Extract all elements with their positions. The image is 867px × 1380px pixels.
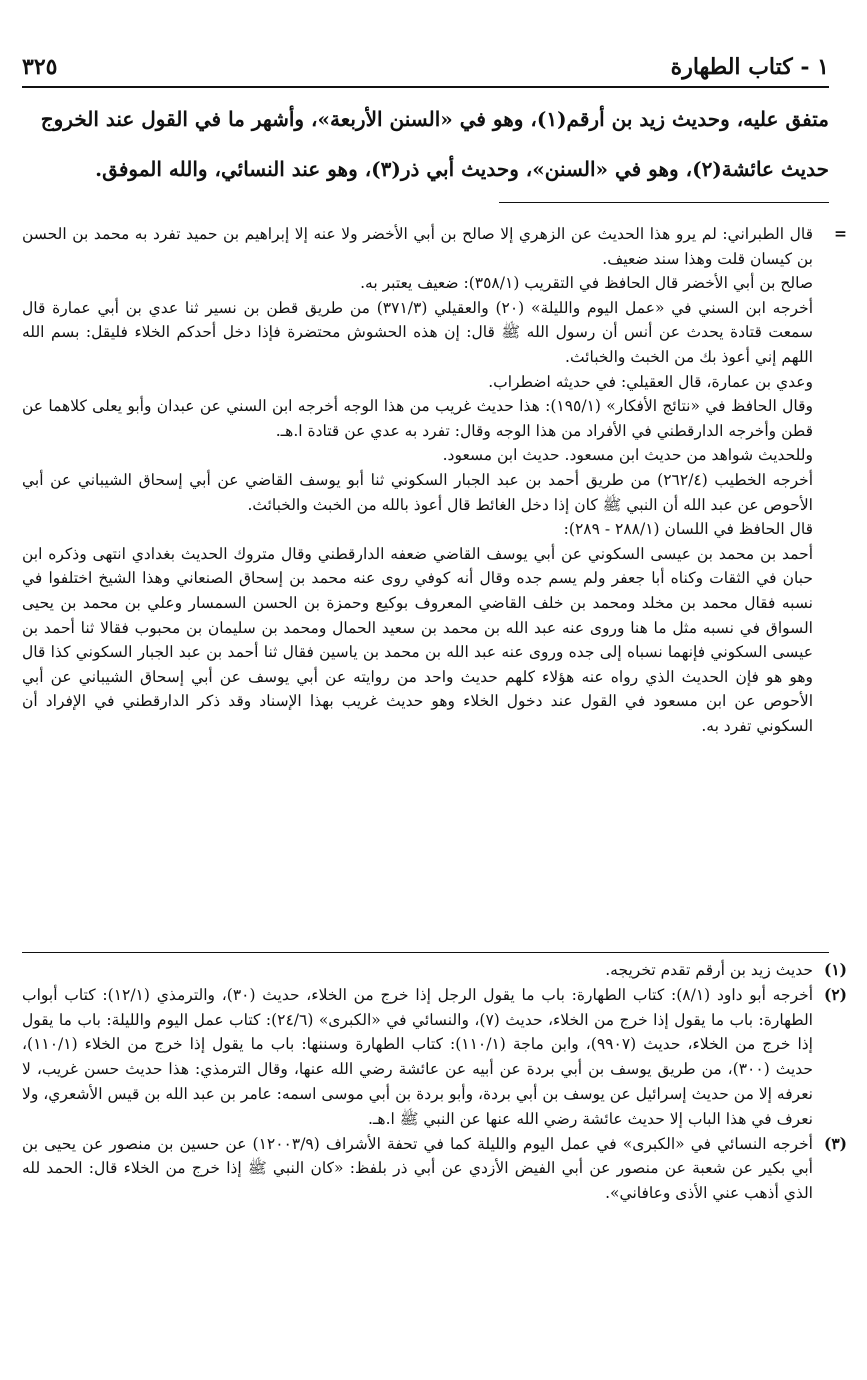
running-header <box>22 40 829 88</box>
main-text-line-2: حديث عائشة(٢)، وهو في «السنن»، وحديث أبي ذر(٣)، وهو عند النسائي، والله الموفق. <box>95 157 829 181</box>
footnote-number: (٣) <box>823 1133 847 1153</box>
footnote-number: (١) <box>823 960 847 979</box>
continuation-paragraph: قال الطبراني: لم يرو هذا الحديث عن الزهري إلا صالح بن أبي الأخضر ولا عنه إلا إبراهيم بن حميد تفرد به محمد بن الحسن بن كيسان قلت وهذا سند ضعيف. <box>22 225 813 268</box>
short-divider <box>499 202 829 203</box>
main-text-line-1: متفق عليه، وحديث زيد بن أرقم(١)، وهو في «السنن الأربعة»، وأشهر ما في القول عند الخروج <box>40 107 829 131</box>
continuation-paragraph: صالح بن أبي الأخضر قال الحافظ في التقريب (٣٥٨/١): ضعيف يعتبر به. <box>360 274 813 293</box>
footnote-text: أخرجه أبو داود (٨/١): كتاب الطهارة: باب ما يقول الرجل إذا خرج من الخلاء، حديث (٣٠)، والترمذي (١٢/١): كتاب أبواب الطهارة: باب ما يقول إذا خرج من الخلاء، حديث (٧)، والنسائي في «الكبرى» (٢٤/٦): كتاب عمل اليوم والليلة: باب ما يقول إذا خرج من الخلاء، حديث (٩٩٠٧)، وابن ماجة (١١٠/١): كتاب الطهارة وسننها: باب ما يقول إذا خرج من الخلاء (١١٠/١)، حديث (٣٠٠)، من طريق يوسف بن أبي بردة عن أبيه عن عائشة رضي الله عنها، وقال الترمذي: هذا حديث حسن غريب، لا نعرفه إلا من حديث إسرائيل عن يوسف بن أبي بردة، وأبو بردة بن أبي موسى اسمه: عامر بن عبد الله بن قيس الأشعري، ولا نعرف في هذا الباب إلا حديث عائشة رضي الله عنها عن النبي ﷺ ا.هـ. <box>22 985 814 1128</box>
footnote-text: حديث زيد بن أرقم تقدم تخريجه. <box>605 961 813 979</box>
footnote-continuation <box>22 222 847 738</box>
footnote-1 <box>22 958 847 983</box>
continuation-paragraph: وقال الحافظ في «نتائج الأفكار» (١٩٥/١): هذا حديث غريب من هذا الوجه أخرجه ابن السني عن عبدان وأبو يعلى كلاهما عن قطن وأخرجه الدارقطني في الأفراد من هذا الوجه وقال: تفرد به عدي عن قتادة ا.هـ. <box>22 397 813 440</box>
continuation-paragraph: أخرجه الخطيب (٢٦٢/٤) من طريق أحمد بن عبد الجبار السكوني ثنا أبو يوسف القاضي عن أبي إسحاق الشيباني عن أبي الأحوص عن عبد الله أن النبي ﷺ كان إذا دخل الغائط قال أعوذ بالله من الخبث والخبائث. <box>22 470 814 514</box>
continuation-paragraph: وللحديث شواهد من حديث ابن مسعود. حديث ابن مسعود. <box>442 446 813 465</box>
footnotes <box>22 958 847 1206</box>
continuation-paragraph: أحمد بن محمد بن عيسى السكوني عن أبي يوسف القاضي ضعفه الدارقطني وقال متروك الحديث بغدادي انتهى وذكره ابن حبان في الثقات وكناه أبا جعفر ولم يسم جده وقال أنه كوفي روى عنه محمد بن إسحاق الصنعاني وهذا الشيخ اختلفوا في نسبه فقال محمد بن مخلد ومحمد بن خلف القاضي المعروف بوكيع وحمزة بن الحسن السمسار وعلي بن محمد بن يحيى السواق في نسبه مثل ما هنا وروى عنه عبد الله بن محمد بن سعيد الحمال ومحمد بن سليمان بن محبوب فقالا ثنا أحمد بن عيسى السكوني فإنهما نسباه إلى جده وروى عنه عبد الله بن محمد بن ياسين فقال ثنا أحمد بن عبد الجبار السكوني كذا قال وهو هو فإن الحديث الذي رواه عنه هؤلاء كلهم حديث واحد من روايته عن أبي يوسف عن أبي إسحاق الشيباني عن أبي الأحوص عن ابن مسعود في القول عند دخول الخلاء وهو حديث غريب بهذا الإسناد وقد ذكر الدارقطني في الإفراد أن السكوني تفرد به. <box>22 544 813 735</box>
continuation-paragraph: أخرجه ابن السني في «عمل اليوم والليلة» (٢٠) والعقيلي (٣٧١/٣) من طريق قطن بن نسير ثنا عدي بن أبي عمارة قال سمعت قتادة يحدث عن أنس أن رسول الله ﷺ قال: إن هذه الحشوش محتضرة فإذا دخل أحدكم الخلاء فليقل: بسم الله اللهم إني أعوذ بك من الخبث والخبائث. <box>22 298 813 366</box>
main-text <box>22 94 829 194</box>
footnote-divider <box>22 952 829 953</box>
footnote-number: (٢) <box>823 984 847 1004</box>
continuation-paragraph: وعدي بن عمارة، قال العقيلي: في حديثه اضطراب. <box>488 372 813 391</box>
footnote-3 <box>22 1132 847 1206</box>
continuation-paragraph: قال الحافظ في اللسان (٢٨٨/١ - ٢٨٩): <box>563 520 813 539</box>
footnote-text: أخرجه النسائي في «الكبرى» في عمل اليوم والليلة كما في تحفة الأشراف (١٢٠٠٣/٩) عن حسين بن منصور عن يحيى بن أبي بكير عن شعبة عن منصور عن أبي الفيض الأزدي عن أبي ذر بلفظ: «كان النبي ﷺ إذا خرج من الخلاء قال: الحمد لله الذي أذهب عني الأذى وعافاني». <box>22 1134 813 1203</box>
page-number: ٣٢٥ <box>22 54 58 80</box>
chapter-title: ١ - كتاب الطهارة <box>670 54 829 80</box>
continuation-mark: = <box>834 224 847 243</box>
footnote-2 <box>22 983 847 1132</box>
